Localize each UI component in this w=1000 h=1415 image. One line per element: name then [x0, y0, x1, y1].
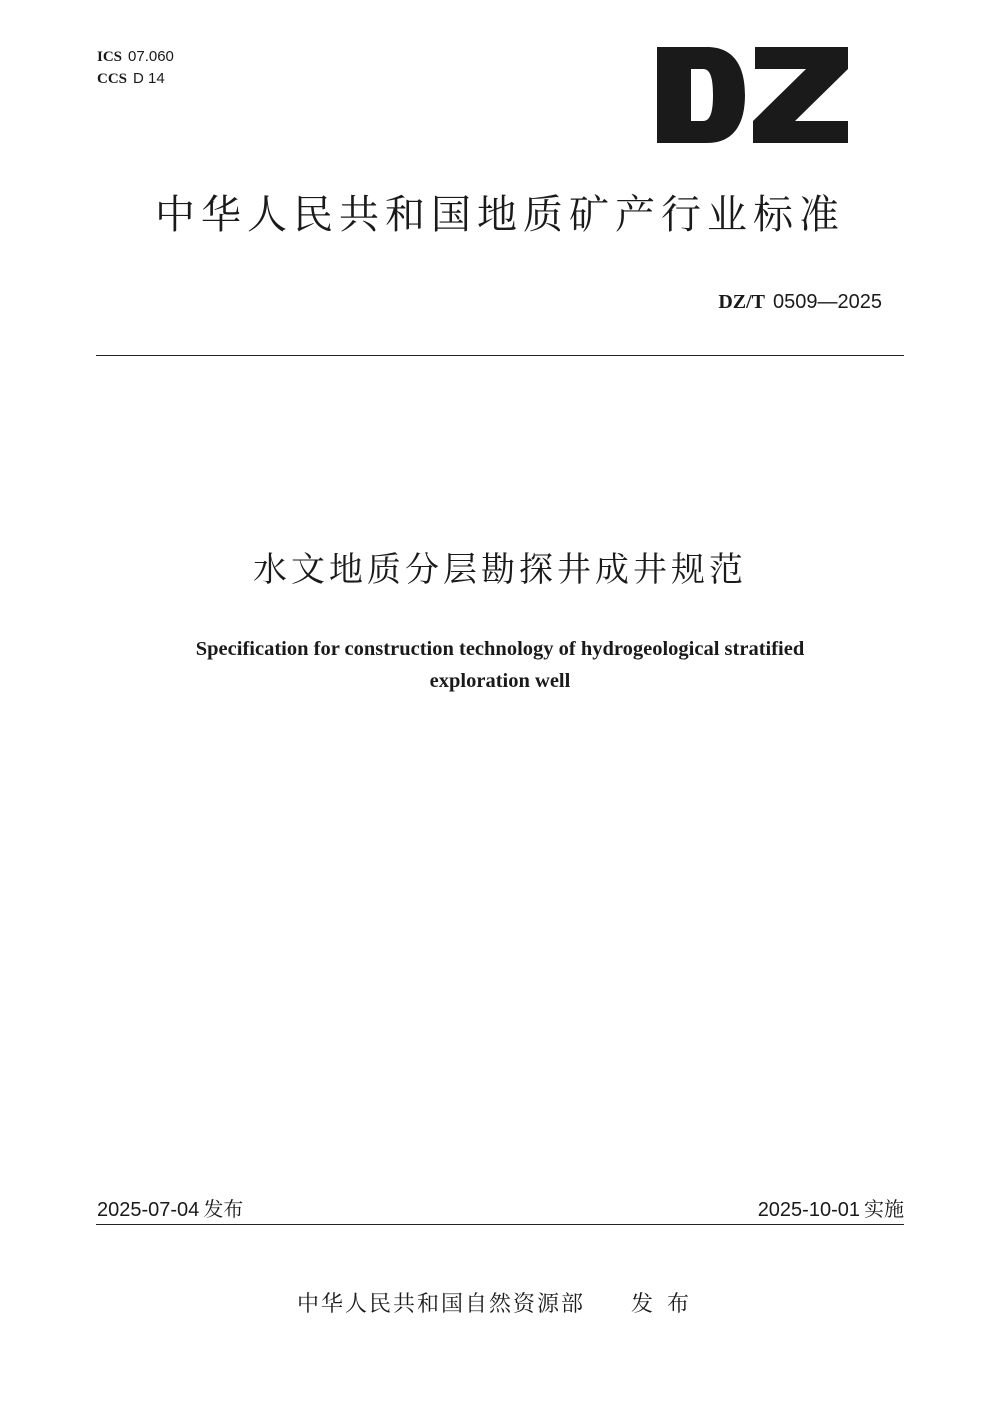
- standard-code-number: 0509—2025: [773, 291, 882, 313]
- ccs-value: D 14: [133, 70, 165, 87]
- dz-logo: [655, 45, 850, 145]
- document-title-english-line1: Specification for construction technology of hydrogeological stratified: [195, 638, 805, 660]
- logo-letter-d: [657, 47, 745, 143]
- publish-date-block: [97, 1195, 243, 1224]
- effective-label: 实施: [864, 1197, 904, 1221]
- standard-code-prefix: DZ/T: [718, 291, 766, 313]
- issuing-organization: 中华人民共和国自然资源部: [296, 1292, 585, 1317]
- dates-row: [97, 1195, 904, 1224]
- ccs-key: CCS: [97, 71, 128, 87]
- bottom-divider: [96, 1224, 904, 1225]
- dz-logo-graphic: [655, 45, 850, 145]
- standard-category-title: 中华人民共和国地质矿产行业标准: [155, 192, 845, 238]
- logo-letter-z: [753, 47, 848, 143]
- document-title-english: [120, 633, 880, 697]
- document-title-chinese: 水文地质分层勘探井成井规范: [253, 550, 747, 590]
- publish-date: 2025-07-04: [97, 1199, 200, 1221]
- ics-key: ICS: [97, 49, 123, 65]
- effective-date-block: [758, 1195, 904, 1224]
- document-title-english-line2: exploration well: [429, 670, 571, 692]
- effective-date: 2025-10-01: [757, 1199, 860, 1221]
- publish-label: 发布: [203, 1197, 244, 1221]
- ics-value: 07.060: [128, 48, 174, 65]
- classification-codes: [97, 46, 174, 90]
- ics-code: [97, 46, 174, 68]
- issuer-line: [96, 1288, 904, 1322]
- issuing-action: 发布: [631, 1292, 704, 1317]
- top-divider: [96, 355, 904, 356]
- ccs-code: [97, 68, 174, 90]
- standard-number: [718, 287, 882, 316]
